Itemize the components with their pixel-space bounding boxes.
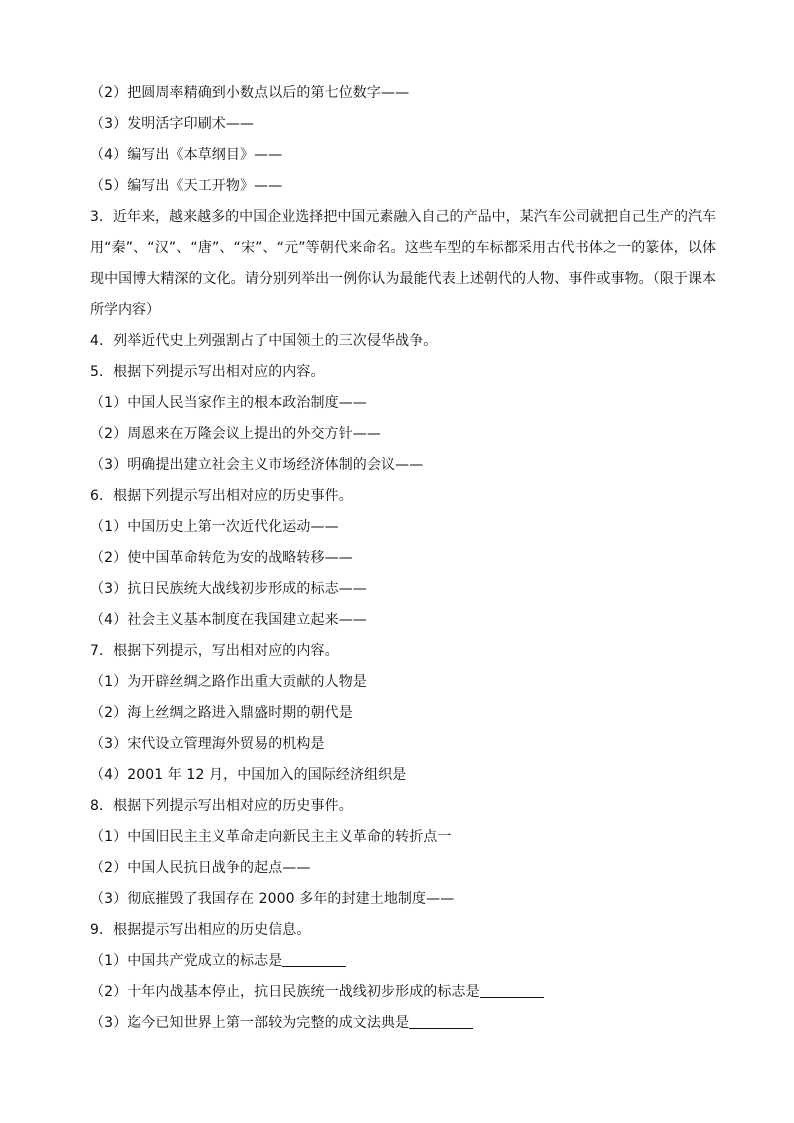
- list-item: （1）为开辟丝绸之路作出重大贡献的人物是: [90, 674, 367, 690]
- fill-in-item: [90, 977, 716, 1008]
- question-7: 7．根据下列提示，写出相对应的内容。: [90, 643, 339, 659]
- list-item: （2）把圆周率精确到小数点以后的第七位数字——: [90, 85, 410, 101]
- list-item: （2）海上丝绸之路进入鼎盛时期的朝代是: [90, 705, 353, 721]
- answer-blank[interactable]: [409, 1014, 473, 1029]
- document-body: [90, 78, 716, 1039]
- list-item: （4）2001 年 12 月，中国加入的国际经济组织是: [90, 767, 407, 783]
- question-4: 4．列举近代史上列强割占了中国领土的三次侵华战争。: [90, 333, 438, 349]
- fill-in-label: （3）迄今已知世界上第一部较为完整的成文法典是: [90, 1015, 410, 1031]
- list-item: （1）中国历史上第一次近代化运动——: [90, 519, 339, 535]
- list-item: （3）宋代设立管理海外贸易的机构是: [90, 736, 325, 752]
- question-8: 8．根据下列提示写出相对应的历史事件。: [90, 798, 353, 814]
- list-item: （4）编写出《本草纲目》——: [90, 147, 283, 163]
- question-3: 3．近年来，越来越多的中国企业选择把中国元素融入自己的产品中，某汽车公司就把自己生产的汽车用“秦”、“汉”、“唐”、“宋”、“元”等朝代来命名。这些车型的车标都采用古代书体之一的篆体，以体现中国博大精深的文化。请分别列举出一例你认为最能代表上述朝代的人物、事件或事物。（限于课本所学内容）: [90, 209, 716, 318]
- list-item: （3）发明活字印刷术——: [90, 116, 255, 132]
- list-item: （2）周恩来在万隆会议上提出的外交方针——: [90, 426, 382, 442]
- question-9: 9．根据提示写出相应的历史信息。: [90, 922, 311, 938]
- fill-in-item: [90, 946, 716, 977]
- question-5: 5．根据下列提示写出相对应的内容。: [90, 364, 325, 380]
- list-item: （2）使中国革命转危为安的战略转移——: [90, 550, 353, 566]
- fill-in-label: （1）中国共产党成立的标志是: [90, 953, 283, 969]
- fill-in-item: [90, 1008, 716, 1039]
- list-item: （3）抗日民族统大战线初步形成的标志——: [90, 581, 367, 597]
- list-item: （3）明确提出建立社会主义市场经济体制的会议——: [90, 457, 424, 473]
- list-item: （5）编写出《天工开物》——: [90, 178, 283, 194]
- list-item: （4）社会主义基本制度在我国建立起来——: [90, 612, 367, 628]
- fill-in-label: （2）十年内战基本停止，抗日民族统一战线初步形成的标志是: [90, 984, 480, 1000]
- answer-blank[interactable]: [282, 952, 346, 967]
- list-item: （1）中国旧民主主义革命走向新民主主义革命的转折点一: [90, 829, 452, 845]
- list-item: （3）彻底摧毁了我国存在 2000 多年的封建土地制度——: [90, 891, 455, 907]
- list-item: （1）中国人民当家作主的根本政治制度——: [90, 395, 367, 411]
- question-6: 6．根据下列提示写出相对应的历史事件。: [90, 488, 353, 504]
- answer-blank[interactable]: [480, 983, 544, 998]
- list-item: （2）中国人民抗日战争的起点——: [90, 860, 311, 876]
